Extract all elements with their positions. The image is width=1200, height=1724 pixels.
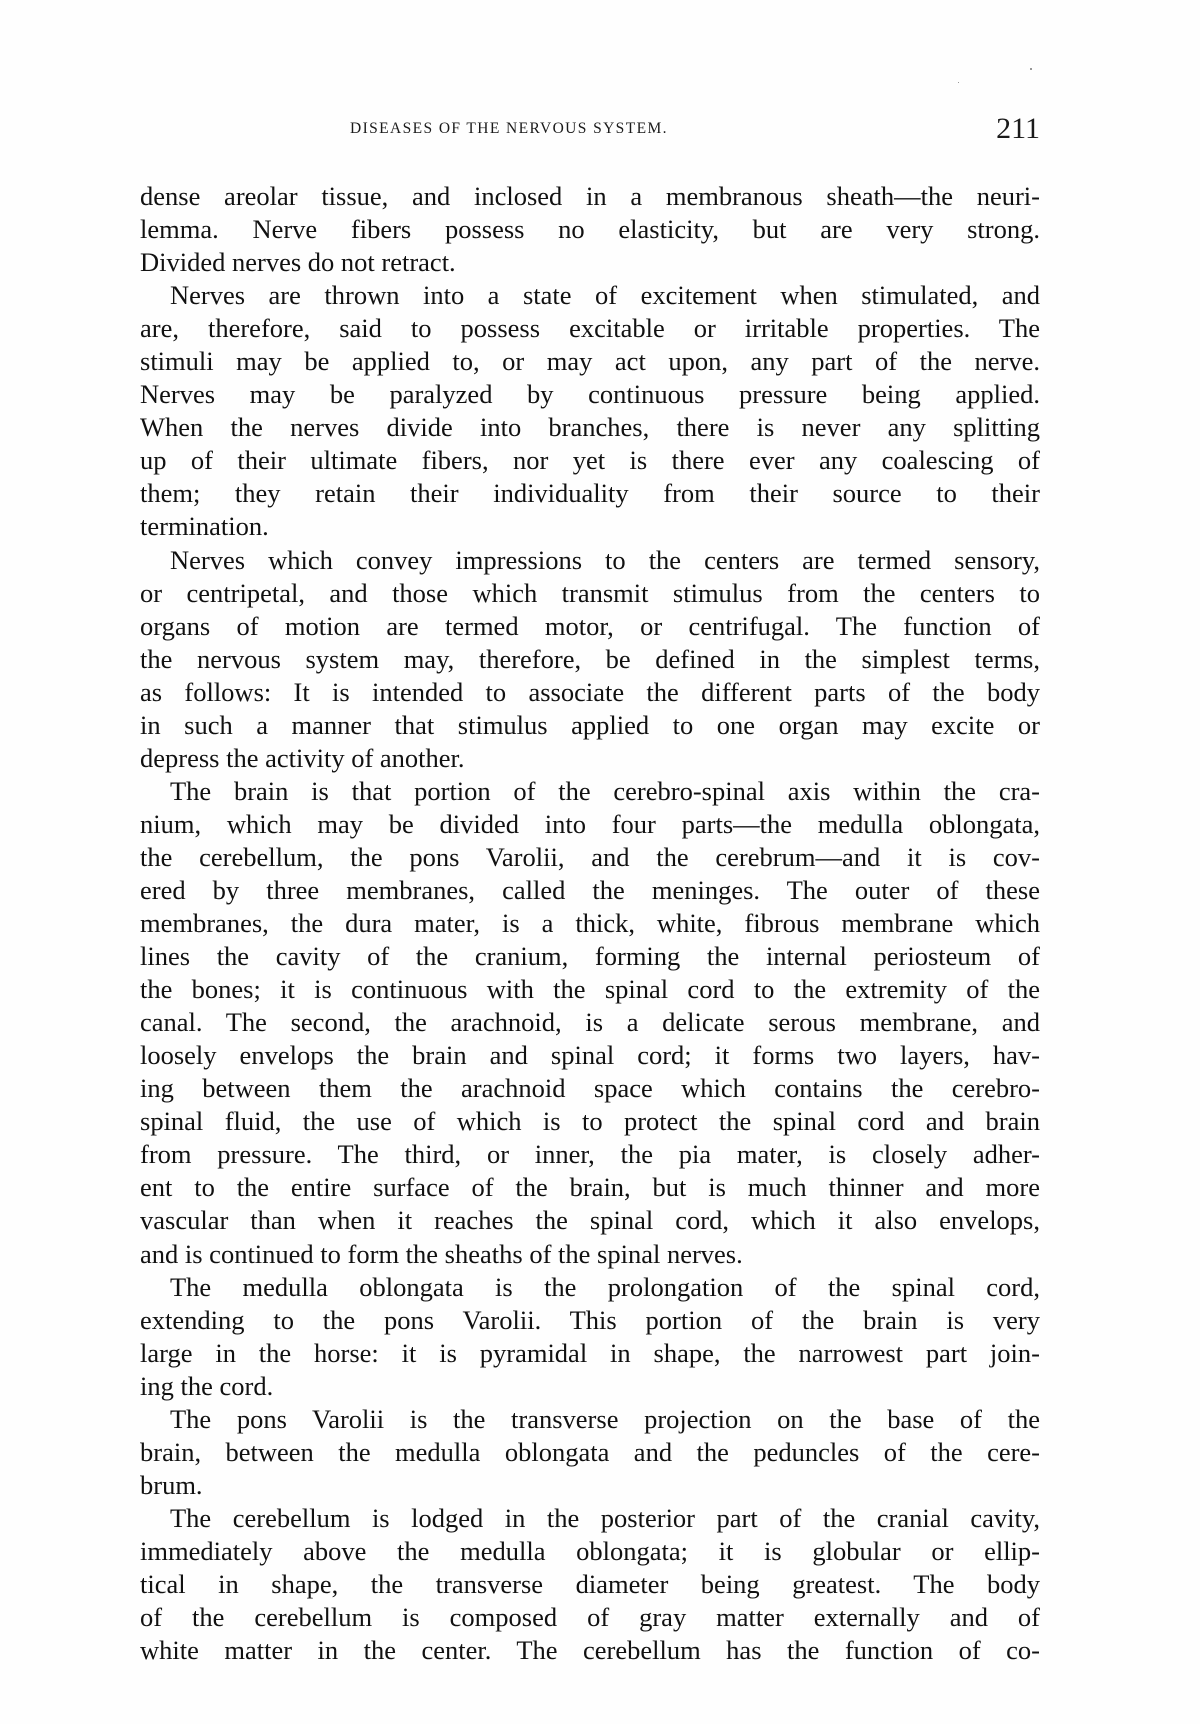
text-line: and is continued to form the sheaths of the spinal nerves. <box>140 1238 743 1269</box>
text-line: up of their ultimate fibers, nor yet is there ever any coalescing of <box>140 445 1040 476</box>
text-line: the nervous system may, therefore, be defined in the simplest terms, <box>140 643 1040 674</box>
text-line: The brain is that portion of the cerebro-spinal axis within the cra- <box>170 775 1040 806</box>
text-line: When the nerves divide into branches, there is never any splitting <box>140 412 1040 443</box>
paragraph <box>140 775 1040 1271</box>
text-line: or centripetal, and those which transmit stimulus from the centers to <box>140 577 1040 608</box>
text-line: Divided nerves do not retract. <box>140 247 456 278</box>
paragraph <box>140 1403 1040 1502</box>
paragraph <box>140 180 1040 279</box>
text-line: ing between them the arachnoid space which contains the cerebro- <box>140 1073 1040 1104</box>
text-line: lines the cavity of the cranium, forming the internal periosteum of <box>140 941 1040 972</box>
text-line: ered by three membranes, called the meninges. The outer of these <box>140 874 1040 905</box>
text-line: stimuli may be applied to, or may act upon, any part of the nerve. <box>140 346 1040 377</box>
text-line: brain, between the medulla oblongata and the peduncles of the cere- <box>140 1436 1040 1467</box>
text-line: organs of motion are termed motor, or centrifugal. The function of <box>140 610 1040 641</box>
text-line: the bones; it is continuous with the spinal cord to the extremity of the <box>140 974 1040 1005</box>
text-line: Nerves are thrown into a state of excitement when stimulated, and <box>170 280 1040 311</box>
text-line: extending to the pons Varolii. This portion of the brain is very <box>140 1304 1040 1335</box>
text-line: as follows: It is intended to associate the different parts of the body <box>140 676 1040 707</box>
text-line: dense areolar tissue, and inclosed in a membranous sheath—the neuri- <box>140 181 1040 211</box>
text-line: in such a manner that stimulus applied to one organ may excite or <box>140 709 1040 740</box>
text-line: depress the activity of another. <box>140 742 465 773</box>
text-line: loosely envelops the brain and spinal cord; it forms two layers, hav- <box>140 1040 1040 1071</box>
text-line: are, therefore, said to possess excitable or irritable properties. The <box>140 313 1040 344</box>
text-line: immediately above the medulla oblongata; it is globular or ellip- <box>140 1535 1040 1566</box>
text-line: nium, which may be divided into four parts—the medulla oblongata, <box>140 808 1040 839</box>
text-line: The pons Varolii is the transverse projection on the base of the <box>170 1403 1040 1434</box>
paragraph <box>140 279 1040 543</box>
text-line: white matter in the center. The cerebellum has the function of co- <box>140 1635 1040 1666</box>
paragraph <box>140 1271 1040 1403</box>
text-line: The medulla oblongata is the prolongation of the spinal cord, <box>170 1271 1040 1302</box>
text-line: Nerves may be paralyzed by continuous pressure being applied. <box>140 379 1040 410</box>
text-line: of the cerebellum is composed of gray matter externally and of <box>140 1602 1040 1633</box>
text-line: vascular than when it reaches the spinal cord, which it also envelops, <box>140 1205 1040 1236</box>
text-line: membranes, the dura mater, is a thick, white, fibrous membrane which <box>140 908 1040 939</box>
text-line: Nerves which convey impressions to the centers are termed sensory, <box>170 544 1040 575</box>
text-line: termination. <box>140 511 269 542</box>
text-line: brum. <box>140 1469 203 1500</box>
text-line: tical in shape, the transverse diameter being greatest. The body <box>140 1568 1040 1599</box>
text-line: them; they retain their individuality from their source to their <box>140 478 1040 509</box>
body-text <box>140 180 1040 1667</box>
page-number: 211 <box>996 112 1040 145</box>
text-line: canal. The second, the arachnoid, is a delicate serous membrane, and <box>140 1007 1040 1038</box>
scan-speck <box>958 82 959 83</box>
text-line: The cerebellum is lodged in the posterior part of the cranial cavity, <box>170 1502 1040 1533</box>
text-line: ing the cord. <box>140 1370 274 1401</box>
paragraph <box>140 1502 1040 1667</box>
text-line: lemma. Nerve fibers possess no elasticity, but are very strong. <box>140 214 1040 245</box>
text-line: the cerebellum, the pons Varolii, and the cerebrum—and it is cov- <box>140 841 1040 872</box>
scan-speck <box>1030 68 1032 70</box>
running-head <box>140 112 1040 148</box>
text-line: large in the horse: it is pyramidal in shape, the narrowest part join- <box>140 1337 1040 1368</box>
text-line: from pressure. The third, or inner, the pia mater, is closely adher- <box>140 1139 1040 1170</box>
running-head-title: DISEASES OF THE NERVOUS SYSTEM. <box>350 120 668 137</box>
paragraph <box>140 544 1040 775</box>
text-line: spinal fluid, the use of which is to protect the spinal cord and brain <box>140 1106 1040 1137</box>
text-line: ent to the entire surface of the brain, but is much thinner and more <box>140 1172 1040 1203</box>
